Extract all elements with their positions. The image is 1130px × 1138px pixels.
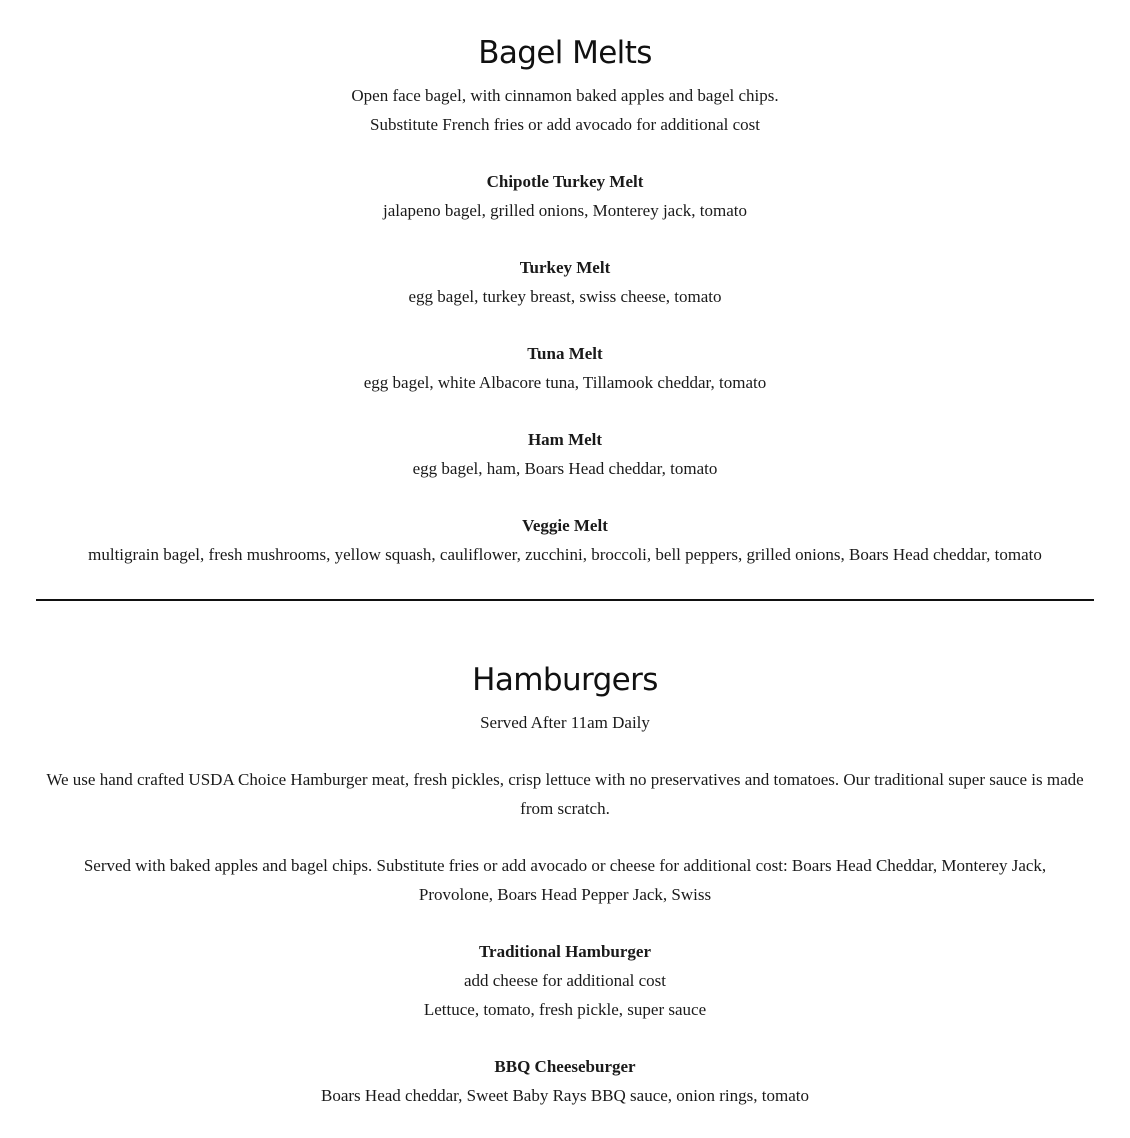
menu-item-name: Chipotle Turkey Melt [486,172,644,191]
menu-item-name: BBQ Cheeseburger [494,1057,636,1076]
menu-item-name: Veggie Melt [522,516,608,535]
menu-item [0,425,1130,483]
menu-item-description: egg bagel, white Albacore tuna, Tillamook cheddar, tomato [363,373,767,392]
menu-item-name: Tuna Melt [527,344,603,363]
hamburgers-paragraph-1: We use hand crafted USDA Choice Hamburger meat, fresh pickles, crisp lettuce with no preservatives and tomatoes. Our traditional super sauce is made from scratch. [46,770,1084,818]
menu-item-name: Traditional Hamburger [478,942,652,961]
hamburgers-subtitle: Served After 11am Daily [480,713,650,732]
menu-item-description: Boars Head cheddar, Sweet Baby Rays BBQ sauce, onion rings, tomato [321,1086,809,1105]
section-title-bagel-melts: Bagel Melts [478,35,652,71]
section-bagel-melts [0,81,1130,569]
menu-item [0,937,1130,1024]
menu-item-note: add cheese for additional cost [463,971,667,990]
section-divider [36,599,1094,601]
menu-item-name: Turkey Melt [519,258,611,277]
menu-item-description: multigrain bagel, fresh mushrooms, yellow squash, cauliflower, zucchini, broccoli, bell peppers, grilled onions, Boars Head cheddar, tomato [88,545,1042,564]
menu-item-description: Lettuce, tomato, fresh pickle, super sauce [423,1000,707,1019]
menu-item [0,1052,1130,1110]
bagel-intro-line-2: Substitute French fries or add avocado for additional cost [370,115,760,134]
menu-item-name: Ham Melt [527,430,603,449]
section-title-hamburgers: Hamburgers [472,662,658,698]
hamburgers-paragraph-2: Served with baked apples and bagel chips. Substitute fries or add avocado or cheese for additional cost: Boars Head Cheddar, Monterey Jack, Provolone, Boars Head Pepper Jack, Swiss [83,856,1047,904]
menu-item-description: egg bagel, ham, Boars Head cheddar, tomato [412,459,718,478]
menu-item [0,511,1130,569]
menu-item [0,167,1130,225]
menu-item [0,253,1130,311]
menu-item-description: jalapeno bagel, grilled onions, Monterey jack, tomato [383,201,747,220]
section-hamburgers [0,708,1130,1110]
menu-item-description: egg bagel, turkey breast, swiss cheese, tomato [408,287,722,306]
bagel-intro-line-1: Open face bagel, with cinnamon baked apples and bagel chips. [351,86,779,105]
menu-item [0,339,1130,397]
